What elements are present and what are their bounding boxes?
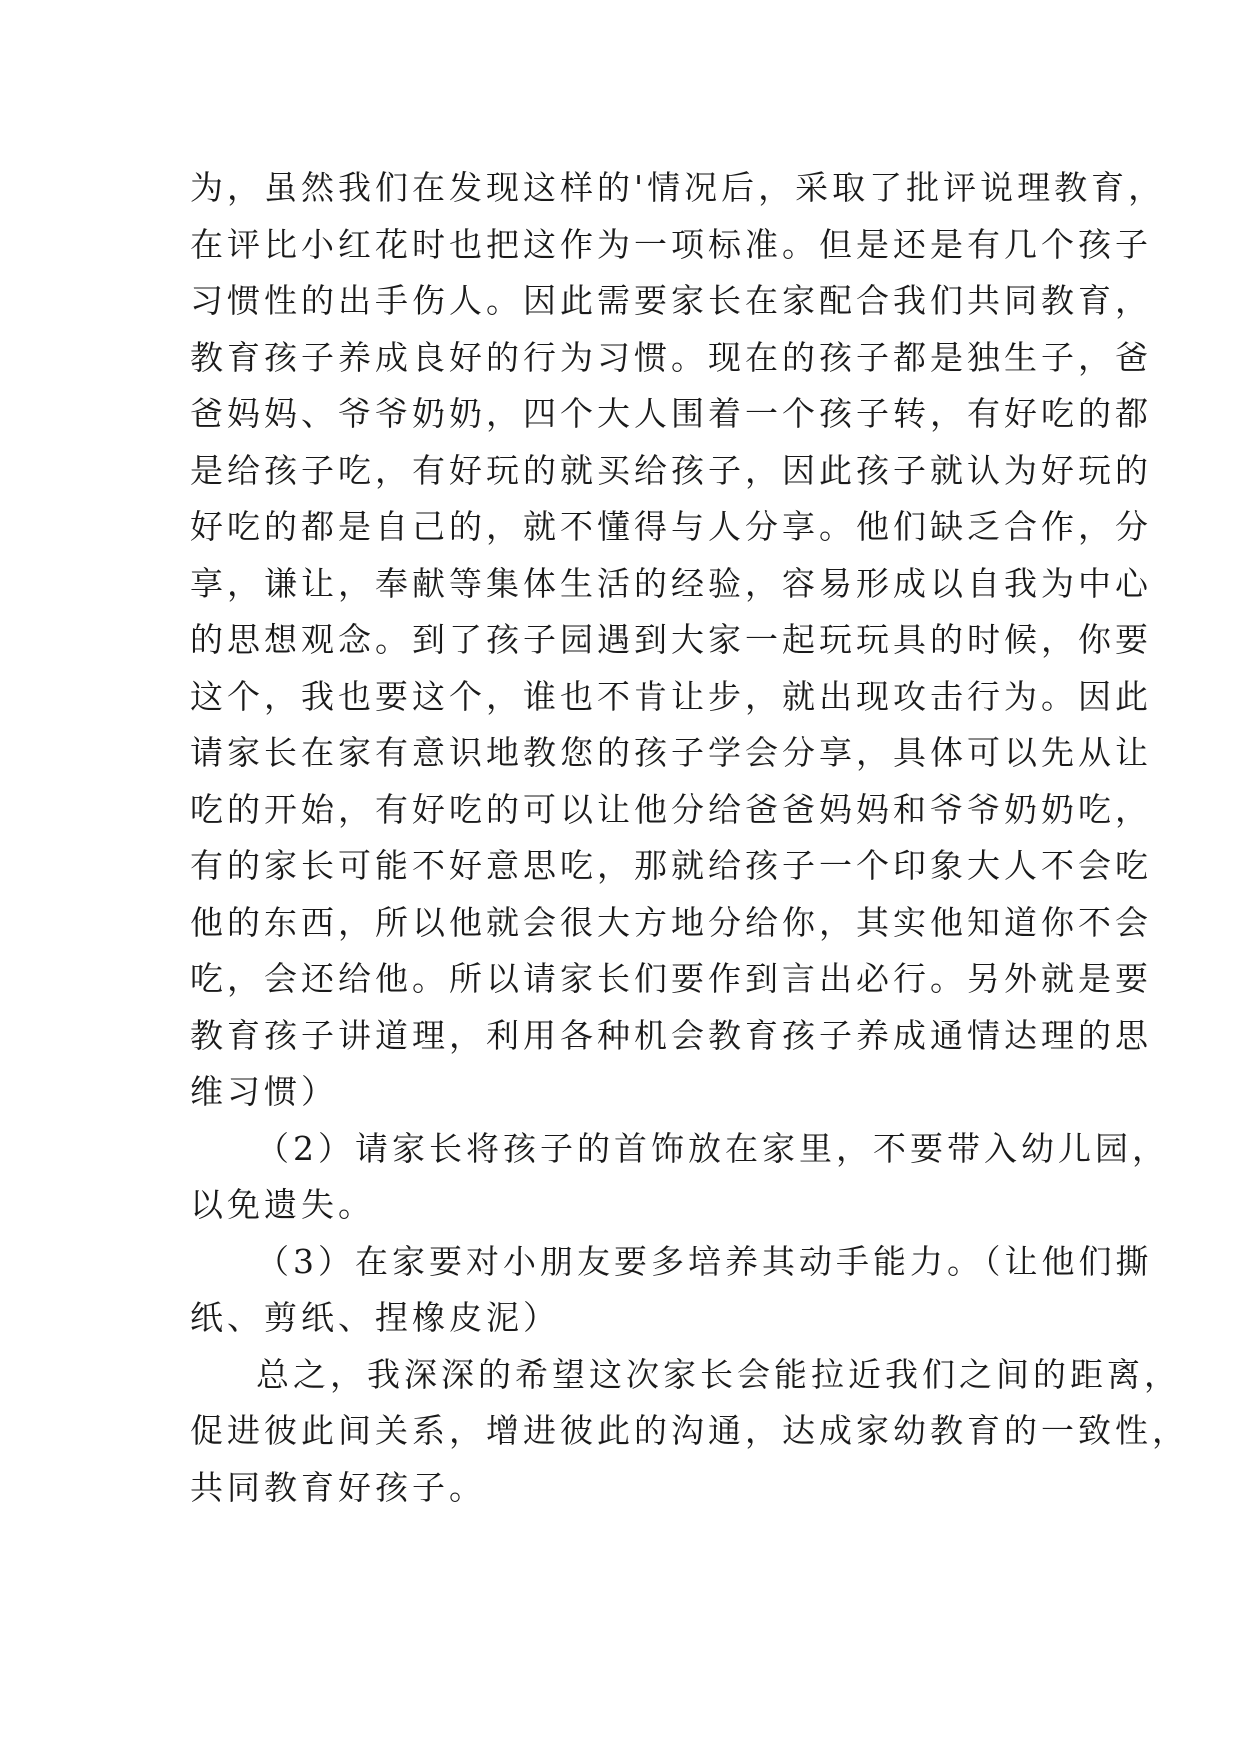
text-line: 以免遗失。 [190,1185,375,1224]
text-line: 教育孩子讲道理，利用各种机会教育孩子养成通情达理的思 [190,1015,1152,1055]
text-line: 纸、剪纸、捏橡皮泥） [190,1298,560,1337]
text-line: 有的家长可能不好意思吃，那就给孩子一个印象大人不会吃 [190,846,1152,885]
text-line: 吃的开始，有好吃的可以让他分给爸爸妈妈和爷爷奶奶吃， [190,789,1152,829]
text-line: 他的东西，所以他就会很大方地分给你，其实他知道你不会 [190,902,1152,942]
body-text [190,160,1189,1516]
text-line: 在评比小红花时也把这作为一项标准。但是还是有几个孩子 [190,224,1152,264]
text-line: 吃，会还给他。所以请家长们要作到言出必行。另外就是要 [190,959,1152,998]
text-line: 为，虽然我们在发现这样的'情况后，采取了批评说理教育， [190,168,1166,207]
text-line: 是给孩子吃，有好玩的就买给孩子，因此孩子就认为好玩的 [190,450,1152,490]
text-line: 促进彼此间关系，增进彼此的沟通，达成家幼教育的一致性， [190,1411,1189,1450]
text-line-item-3: （3）在家要对小朋友要多培养其动手能力。（让他们撕 [256,1241,1153,1281]
text-line: 享，谦让，奉献等集体生活的经验，容易形成以自我为中心 [190,563,1152,603]
text-line: 爸妈妈、爷爷奶奶，四个大人围着一个孩子转，有好吃的都 [190,394,1152,433]
text-line-item-2: （2）请家长将孩子的首饰放在家里，不要带入幼儿园， [256,1128,1169,1168]
text-line: 好吃的都是自己的，就不懂得与人分享。他们缺乏合作，分 [190,507,1152,546]
text-line: 请家长在家有意识地教您的孩子学会分享，具体可以先从让 [190,733,1152,772]
text-line: 的思想观念。到了孩子园遇到大家一起玩玩具的时候，你要 [190,620,1152,659]
text-line: 共同教育好孩子。 [190,1467,486,1507]
text-line: 维习惯） [190,1072,338,1111]
text-line: 这个，我也要这个，谁也不肯让步，就出现攻击行为。因此 [190,676,1152,716]
text-line-conclusion: 总之，我深深的希望这次家长会能拉近我们之间的距离， [256,1354,1181,1394]
text-line: 教育孩子养成良好的行为习惯。现在的孩子都是独生子，爸 [190,337,1152,377]
text-line: 习惯性的出手伤人。因此需要家长在家配合我们共同教育， [190,281,1152,320]
